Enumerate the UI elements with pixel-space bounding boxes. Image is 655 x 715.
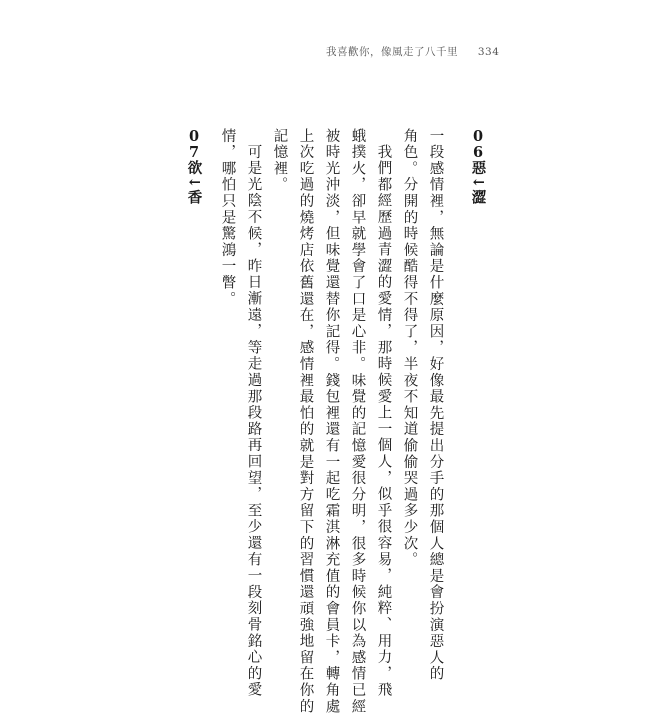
body-line: 情，哪怕只是驚鴻一瞥。 (219, 128, 236, 308)
body-line: 蛾撲火，卻早就學會了口是心非。味覺的記憶愛很分明，很多時候你以為感情已經 (349, 128, 366, 715)
book-title: 我喜歡你，像風走了八千里 (326, 46, 458, 58)
body-line: 可是光陰不候，昨日漸遠，等走過那段路再回望，至少還有一段刻骨銘心的愛 (245, 144, 262, 699)
page-number: 334 (477, 46, 500, 58)
section-06-heading (470, 128, 485, 206)
body-line: 我們都經歷過青澀的愛情，那時候愛上一個人，似乎很容易，純粹、用力，飛 (375, 144, 392, 699)
section-06-number: 06 (469, 128, 487, 160)
body-line: 記憶裡。 (271, 128, 288, 194)
body-line: 一段感情裡，無論是什麼原因，好像最先提出分手的那個人總是會扮演惡人的 (427, 128, 444, 683)
body-line: 角色。分開的時候酷得不得了，半夜不知道偷偷哭過多少次。 (401, 128, 418, 569)
section-07-title: 欲↓香 (185, 160, 203, 206)
body-line: 上次吃過的燒烤店依舊還在，感情裡最怕的就是對方留下的習慣還頑強地留在你的 (297, 128, 314, 715)
running-head (326, 44, 499, 59)
section-07-number: 07 (185, 128, 203, 160)
section-06-title: 惡↓澀 (469, 160, 487, 206)
body-line: 被時光沖淡，但味覺還替你記得。錢包裡還有一起吃霜淇淋充值的會員卡，轉角處 (323, 128, 340, 715)
section-07-heading (186, 128, 201, 206)
